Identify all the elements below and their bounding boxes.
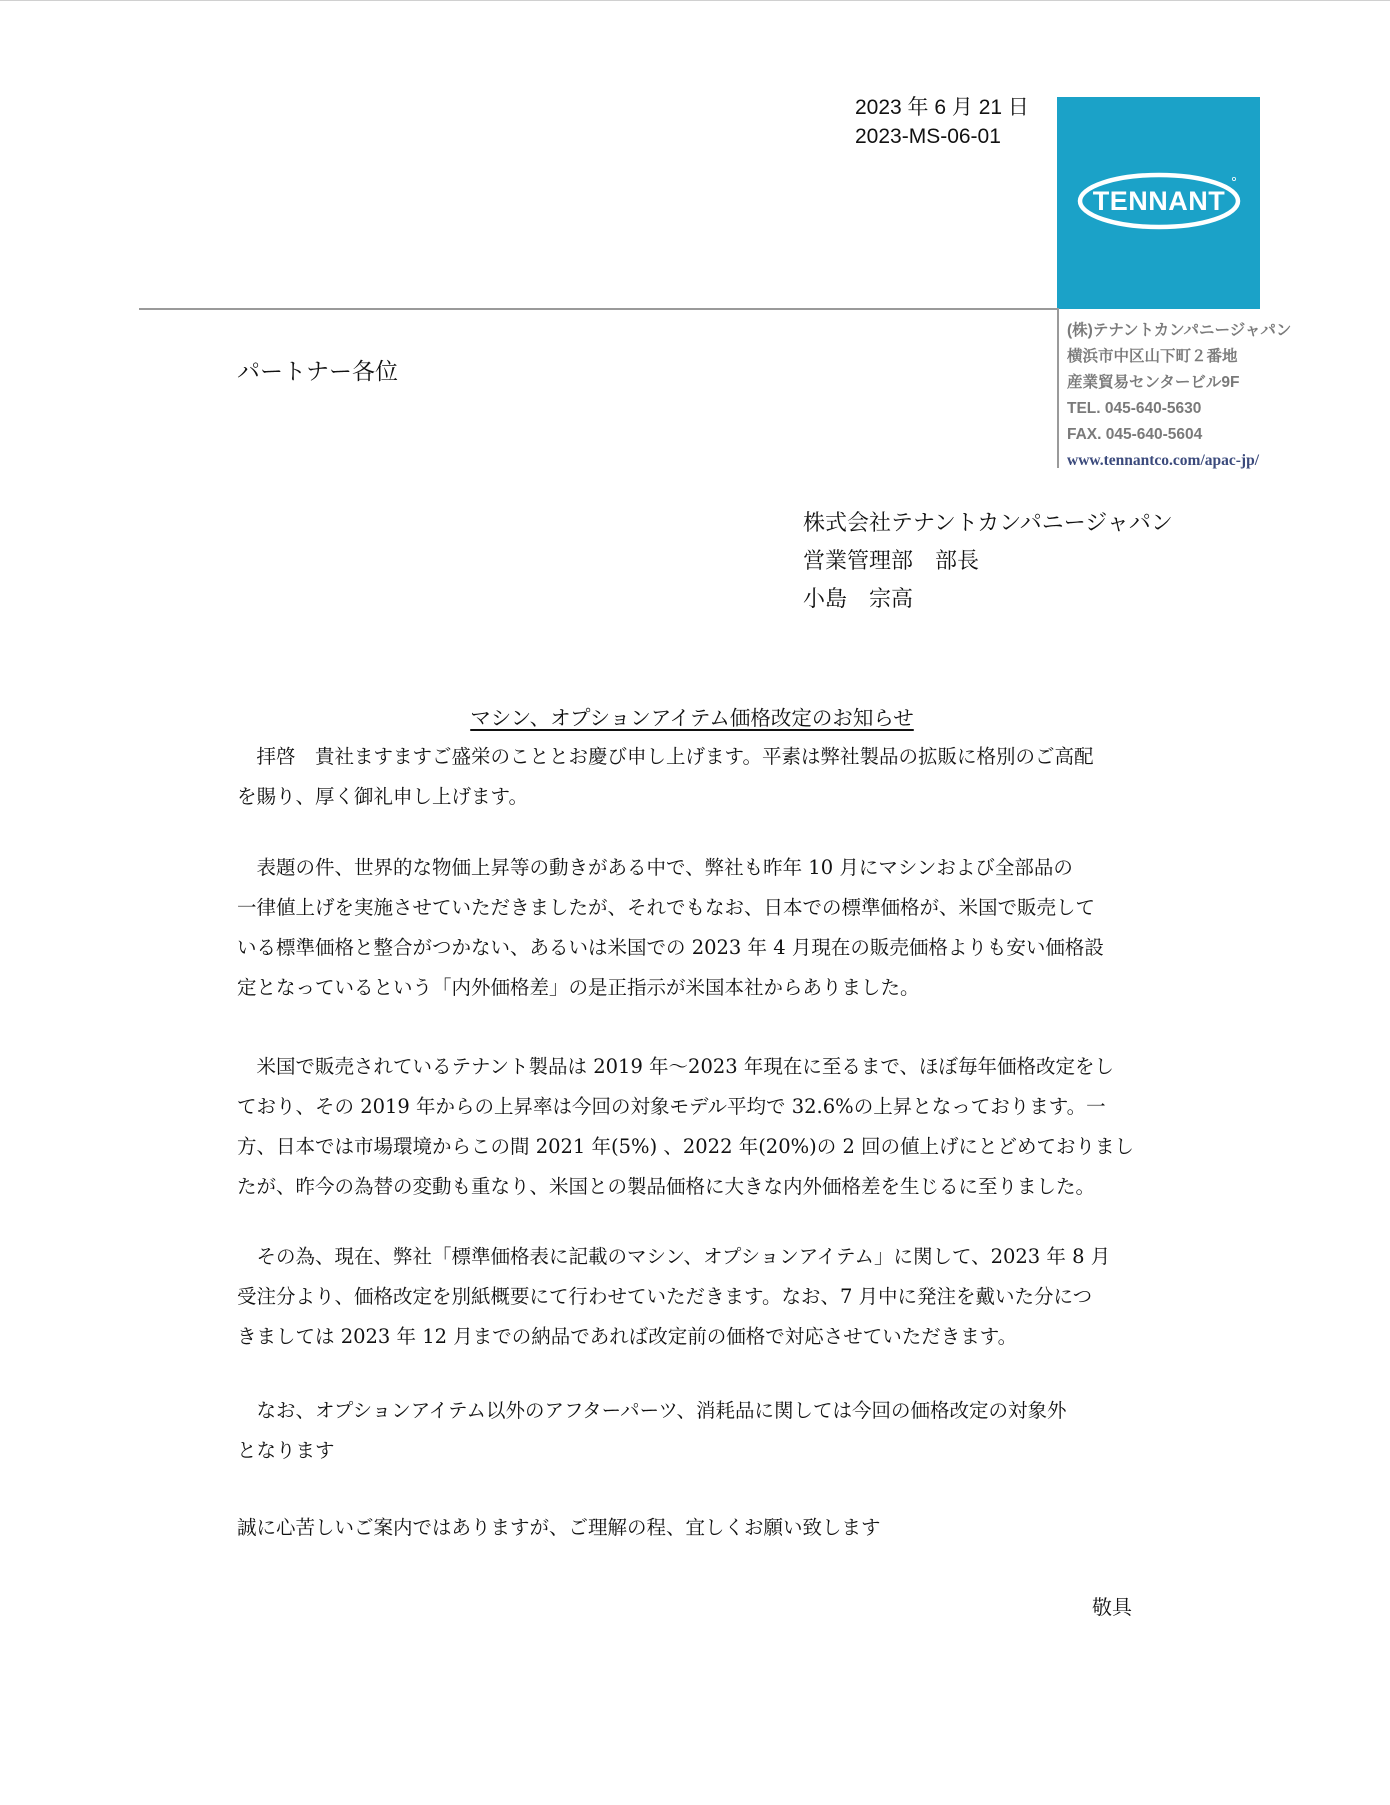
sender-name: 小島 宗高 <box>803 587 914 612</box>
subject-heading <box>0 701 1390 731</box>
tennant-logo-panel <box>1057 97 1260 309</box>
paragraph-apology <box>237 1508 1182 1548</box>
company-info-divider <box>1057 308 1059 468</box>
paragraph-line: となります <box>237 1439 335 1462</box>
paragraph-line: を賜り、厚く御礼申し上げます。 <box>237 785 528 808</box>
company-name: (株)テナントカンパニージャパン <box>1067 322 1292 339</box>
company-address-line2: 産業貿易センタービル9F <box>1067 374 1240 391</box>
document-number: 2023-MS-06-01 <box>855 125 1001 148</box>
paragraph-line: きましては 2023 年 12 月までの納品であれば改定前の価格で対応させていただきます。 <box>237 1325 1018 1348</box>
paragraph-line: 受注分より、価格改定を別紙概要にて行わせていただきます。なお、7 月中に発注を戴いた分につ <box>237 1285 1093 1308</box>
company-fax: FAX. 045-640-5604 <box>1067 426 1203 443</box>
company-contact-block <box>1067 318 1291 474</box>
logo-wordmark: TENNANT <box>1092 186 1226 216</box>
paragraph-line: ており、その 2019 年からの上昇率は今回の対象モデル平均で 32.6%の上昇となっております。一 <box>237 1095 1106 1118</box>
paragraph-line: たが、昨今の為替の変動も重なり、米国との製品価格に大きな内外価格差を生じるに至りました。 <box>237 1175 1096 1198</box>
paragraph-price-history <box>237 1047 1182 1207</box>
paragraph-exclusions <box>237 1391 1182 1471</box>
header-divider <box>139 308 1057 310</box>
subject-text: マシン、オプションアイテム価格改定のお知らせ <box>470 706 914 730</box>
recipient: パートナー各位 <box>237 359 398 385</box>
sender-block <box>803 505 1173 619</box>
paragraph-line: 表題の件、世界的な物価上昇等の動きがある中で、弊社も昨年 10 月にマシンおよび全部品の <box>237 856 1073 879</box>
paragraph-revision-details <box>237 1237 1182 1357</box>
paragraph-line: いる標準価格と整合がつかない、あるいは米国での 2023 年 4 月現在の販売価格よりも安い価格設 <box>237 936 1104 959</box>
tennant-logo <box>1077 172 1241 230</box>
company-url[interactable]: www.tennantco.com/apac-jp/ <box>1067 452 1260 469</box>
top-border-line <box>0 0 1390 1</box>
company-address-line1: 横浜市中区山下町２番地 <box>1067 348 1238 365</box>
company-tel: TEL. 045-640-5630 <box>1067 400 1202 417</box>
paragraph-line: その為、現在、弊社「標準価格表に記載のマシン、オプションアイテム」に関して、2023 年 8 月 <box>237 1245 1111 1268</box>
date-block <box>855 93 1029 151</box>
paragraph-background <box>237 848 1182 1008</box>
paragraph-line: 拝啓 貴社ますますご盛栄のこととお慶び申し上げます。平素は弊社製品の拡販に格別のご高配 <box>237 745 1094 768</box>
sender-company: 株式会社テナントカンパニージャパン <box>803 511 1173 536</box>
letter-date: 2023 年 6 月 21 日 <box>855 96 1029 119</box>
paragraph-line: なお、オプションアイテム以外のアフターパーツ、消耗品に関しては今回の価格改定の対象外 <box>237 1399 1067 1422</box>
closing-keigu: 敬具 <box>1092 1595 1132 1619</box>
paragraph-line: 一律値上げを実施させていただきましたが、それでもなお、日本での標準価格が、米国で販売して <box>237 896 1096 919</box>
paragraph-greeting <box>237 737 1182 817</box>
paragraph-line: 定となっているという「内外価格差」の是正指示が米国本社からありました。 <box>237 976 920 999</box>
paragraph-line: 米国で販売されているテナント製品は 2019 年～2023 年現在に至るまで、ほぼ毎年価格改定をし <box>237 1055 1114 1078</box>
paragraph-line: 方、日本では市場環境からこの間 2021 年(5%) 、2022 年(20%)の 2 回の値上げにとどめておりまし <box>237 1135 1135 1158</box>
sender-department: 営業管理部 部長 <box>803 549 980 574</box>
paragraph-line: 誠に心苦しいご案内ではありますが、ご理解の程、宜しくお願い致します <box>237 1516 881 1539</box>
